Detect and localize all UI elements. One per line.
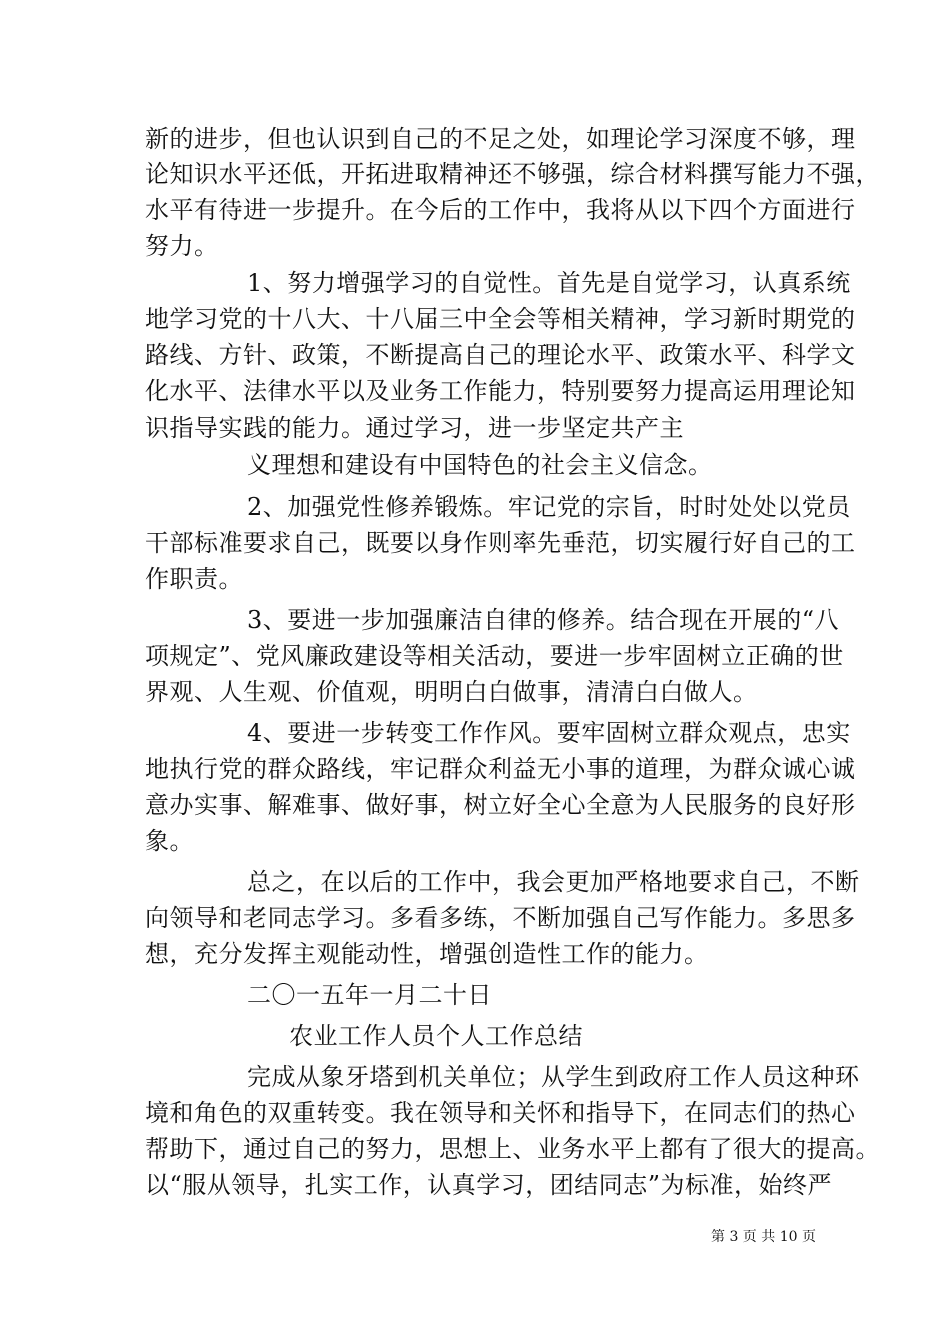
text-line: 地学习党的十八大、十八届三中全会等相关精神，学习新时期党的 <box>145 305 856 333</box>
text-line: 意办实事、解难事、做好事，树立好全心全意为人民服务的良好形 <box>145 791 856 819</box>
text-line: 地执行党的群众路线，牢记群众利益无小事的道理，为群众诚心诚 <box>145 755 856 783</box>
text-line: 2、加强党性修养锻炼。牢记党的宗旨，时时处处以党员 <box>247 493 851 521</box>
text-line: 干部标准要求自己，既要以身作则率先垂范，切实履行好自己的工 <box>145 529 856 557</box>
text-line: 新的进步，但也认识到自己的不足之处，如理论学习深度不够，理 <box>145 125 856 153</box>
text-line: 化水平、法律水平以及业务工作能力，特别要努力提高运用理论知 <box>145 377 856 405</box>
text-line: 4、要进一步转变工作作风。要牢固树立群众观点，忠实 <box>247 719 851 747</box>
text-line: 境和角色的双重转变。我在领导和关怀和指导下，在同志们的热心 <box>145 1099 856 1127</box>
text-line: 界观、人生观、价值观，明明白白做事，清清白白做人。 <box>145 678 758 706</box>
text-line: 完成从象牙塔到机关单位；从学生到政府工作人员这种环 <box>247 1063 860 1091</box>
text-line: 作职责。 <box>145 565 243 593</box>
text-line: 以“服从领导，扎实工作，认真学习，团结同志”为标准，始终严 <box>145 1171 833 1199</box>
text-line: 总之，在以后的工作中，我会更加严格地要求自己，不断 <box>247 868 860 896</box>
page-number-footer: 第 3 页 共 10 页 <box>711 1229 816 1245</box>
section-title: 农业工作人员个人工作总结 <box>289 1022 583 1050</box>
text-line: 识指导实践的能力。通过学习，进一步坚定共产主 <box>145 414 684 442</box>
text-line: 向领导和老同志学习。多看多练，不断加强自己写作能力。多思多 <box>145 904 856 932</box>
date-line: 二〇一五年一月二十日 <box>247 981 492 1009</box>
text-line: 水平有待进一步提升。在今后的工作中，我将从以下四个方面进行 <box>145 196 856 224</box>
text-line: 路线、方针、政策，不断提高自己的理论水平、政策水平、科学文 <box>145 341 856 369</box>
text-line: 象。 <box>145 827 194 855</box>
text-line: 想，充分发挥主观能动性，增强创造性工作的能力。 <box>145 940 709 968</box>
text-line: 论知识水平还低，开拓进取精神还不够强，综合材料撰写能力不强， <box>145 160 880 188</box>
text-line: 帮助下，通过自己的努力，思想上、业务水平上都有了很大的提高。 <box>145 1135 880 1163</box>
text-line: 项规定”、党风廉政建设等相关活动，要进一步牢固树立正确的世 <box>145 642 844 670</box>
text-line: 努力。 <box>145 232 219 260</box>
text-line: 3、要进一步加强廉洁自律的修养。结合现在开展的“八 <box>247 606 840 634</box>
text-line: 1、努力增强学习的自觉性。首先是自觉学习，认真系统 <box>247 269 851 297</box>
text-line: 义理想和建设有中国特色的社会主义信念。 <box>247 451 713 479</box>
